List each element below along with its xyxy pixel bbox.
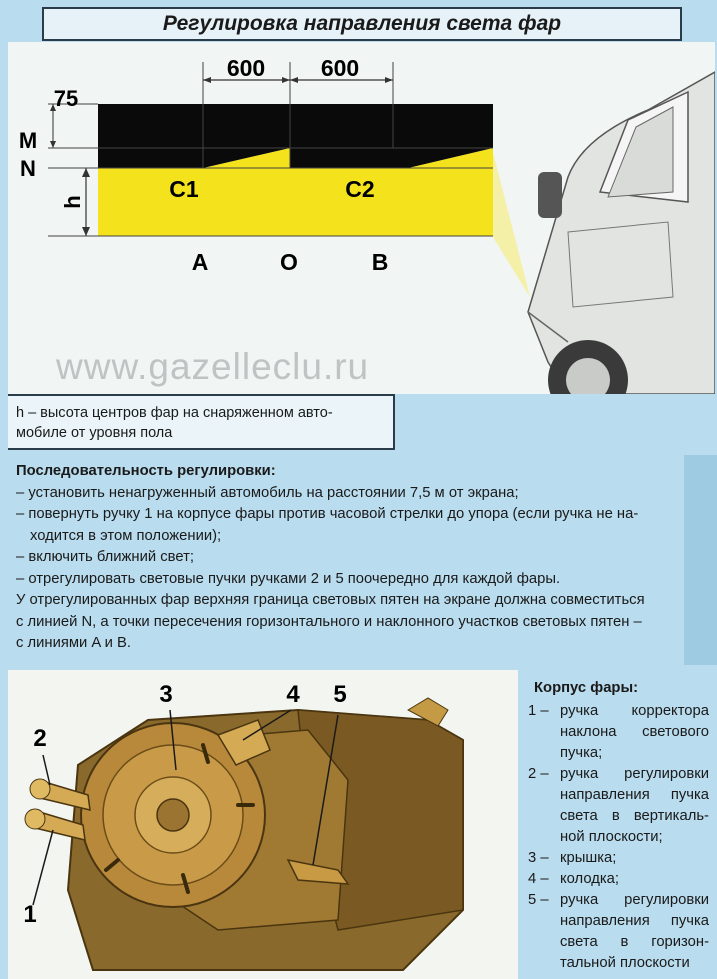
label-B: B (371, 249, 389, 275)
step-2a: – повернуть ручку 1 на корпусе фары против часовой стрелки до упора (если ручка не на- (16, 506, 639, 522)
callout-2: 2 (33, 725, 47, 752)
legend-item-text: крышка; (560, 850, 617, 866)
legend-item-num: 5 – (528, 892, 549, 908)
label-C1: C1 (169, 176, 199, 202)
label-O: O (280, 249, 298, 275)
van-illustration (493, 72, 715, 394)
legend-item-text: ручка регулировки направления пучка света в вертикаль-ной плоскости; (560, 766, 709, 845)
legend-panel (520, 670, 717, 979)
callout-3: 3 (159, 681, 173, 708)
caption-box (8, 394, 395, 450)
legend-item (528, 764, 709, 848)
callout-1: 1 (23, 901, 37, 928)
steps-heading: Последовательность регулировки: (16, 463, 276, 479)
step-4: – отрегулировать световые пучки ручками 2 и 5 поочередно для каждой фары. (16, 570, 561, 587)
beam-diagram-svg (8, 42, 715, 394)
legend-item-text: ручка регулировки направления пучка света в горизон-тальной плоскости (560, 892, 709, 971)
page-title: Регулировка направления света фар (42, 7, 682, 41)
page-fold (684, 455, 717, 665)
label-M: M (18, 128, 38, 153)
step-3: – включить ближний свет; (16, 549, 194, 565)
caption-line-1: h – высота центров фар на снаряженном авто- (16, 405, 333, 421)
headlamp-illustration (8, 670, 518, 979)
legend-item-num: 1 – (528, 703, 549, 719)
label-A: A (191, 249, 209, 275)
dimension-600-right: 600 (320, 55, 360, 81)
legend-heading: Корпус фары: (534, 680, 639, 696)
result-line-3: с линиями A и B. (16, 635, 131, 651)
callout-5: 5 (333, 681, 347, 708)
step-2b: ходится в этом положении); (30, 527, 222, 544)
dimension-600-left: 600 (226, 55, 266, 81)
legend-item (528, 890, 709, 974)
caption-line-2: мобиле от уровня пола (16, 425, 173, 441)
legend-item-text: ручка корректора наклона светового пучка; (560, 703, 709, 761)
legend-item-num: 2 – (528, 766, 549, 782)
black-band (98, 104, 493, 148)
legend-item-num: 4 – (528, 871, 549, 887)
watermark: www.gazelleclu.ru (56, 346, 370, 387)
legend-item (528, 869, 709, 890)
step-1: – установить ненагруженный автомобиль на расстоянии 7,5 м от экрана; (16, 484, 519, 501)
legend-item-num: 3 – (528, 850, 549, 866)
result-line-1: У отрегулированных фар верхняя граница световых пятен на экране должна совместиться (16, 592, 645, 608)
label-C2: C2 (345, 176, 375, 202)
result-line-2: с линией N, а точки пересечения горизонтального и наклонного участков световых пятен – (16, 613, 642, 630)
beam-diagram (8, 42, 715, 394)
legend-item-text: колодка; (560, 871, 620, 887)
headlamp-svg (8, 670, 518, 979)
legend-item (528, 848, 709, 869)
label-N: N (20, 156, 36, 181)
label-h: h (60, 195, 85, 209)
adjustment-steps (8, 455, 684, 665)
title-band (0, 0, 717, 40)
legend-item (528, 701, 709, 764)
callout-4: 4 (286, 681, 300, 708)
dimension-75: 75 (53, 86, 79, 111)
mirror-shape (538, 172, 562, 218)
